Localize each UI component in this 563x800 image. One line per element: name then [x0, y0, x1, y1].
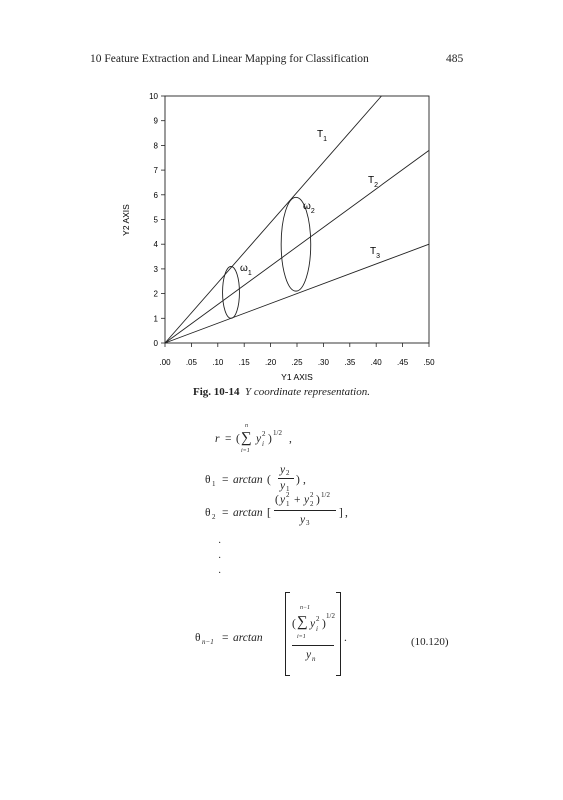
class-region-omega1 — [223, 266, 240, 318]
t3-label: $T_3$ — [370, 246, 381, 260]
series-line-t2 — [165, 150, 429, 343]
page-number: 485 — [446, 53, 464, 65]
chart-ticks — [149, 92, 435, 367]
theta1: θ — [205, 474, 211, 486]
x-axis-label: Y1 AXIS — [281, 372, 313, 382]
r-symbol: r — [215, 433, 220, 445]
r-sum-bottom: i=1 — [241, 448, 250, 454]
theta2: θ — [205, 507, 211, 519]
y-tick-label: 2 — [153, 289, 158, 299]
omega2-label: $\omega_2$ — [303, 201, 315, 215]
caption-text: Y coordinate representation. — [244, 386, 370, 398]
t2-label: $T_2$ — [368, 175, 379, 189]
x-tick-label: .35 — [344, 358, 356, 367]
y-tick-label: 7 — [153, 166, 158, 176]
x-tick-label: .10 — [212, 358, 224, 367]
chart-ellipses — [223, 197, 311, 318]
x-tick-label: .05 — [185, 358, 197, 367]
t1-label: $T_1$ — [317, 129, 328, 143]
x-tick-label: .25 — [291, 358, 303, 367]
y-tick-label: 3 — [153, 264, 158, 274]
y-tick-label: 0 — [153, 339, 158, 348]
omega1-label: $\omega_1$ — [240, 263, 252, 277]
figure-caption — [0, 386, 563, 398]
y-tick-label: 5 — [153, 215, 158, 225]
chart-axes — [165, 96, 429, 343]
x-tick-label: .40 — [370, 358, 382, 367]
y-tick-label: 8 — [153, 141, 158, 151]
equation-r: r = ( ∑ n i=1 y 2 i ) 1/2 , θ 1 = arctan ( y 2 y 1 ) , θ 2 = arctan [ ( y 2 1 + y 2 2 ) 1/2 y 3 ] , · · · θ n−1 = arctan n−1 ( ∑ i=1 y 2 i ) 1/2 y n . — [0, 0, 563, 800]
x-tick-label: .30 — [317, 358, 329, 367]
y-tick-label: 10 — [149, 92, 158, 101]
caption-label: Fig. 10-14 — [193, 386, 240, 398]
y-tick-label: 9 — [153, 116, 158, 126]
plot-frame — [165, 96, 429, 343]
x-tick-label: .50 — [423, 358, 435, 367]
y-tick-label: 1 — [153, 314, 158, 324]
x-tick-label: .00 — [159, 358, 171, 367]
equation-number: (10.120) — [411, 636, 449, 648]
series-line-t3 — [165, 244, 429, 343]
theta-n-1: θ — [195, 632, 201, 644]
y-tick-label: 6 — [153, 190, 158, 200]
x-tick-label: .20 — [265, 358, 277, 367]
y-axis-label: Y2 AXIS — [121, 204, 131, 236]
chart-series — [165, 96, 429, 343]
r-sum: ∑ — [241, 430, 252, 446]
y-tick-label: 4 — [153, 240, 158, 250]
running-header-title: 10 Feature Extraction and Linear Mapping for Classification — [90, 53, 369, 65]
x-tick-label: .45 — [397, 358, 409, 367]
r-equals: = — [225, 433, 232, 445]
x-tick-label: .15 — [238, 358, 250, 367]
series-line-t1 — [165, 96, 381, 343]
r-sum-top: n — [245, 423, 248, 429]
